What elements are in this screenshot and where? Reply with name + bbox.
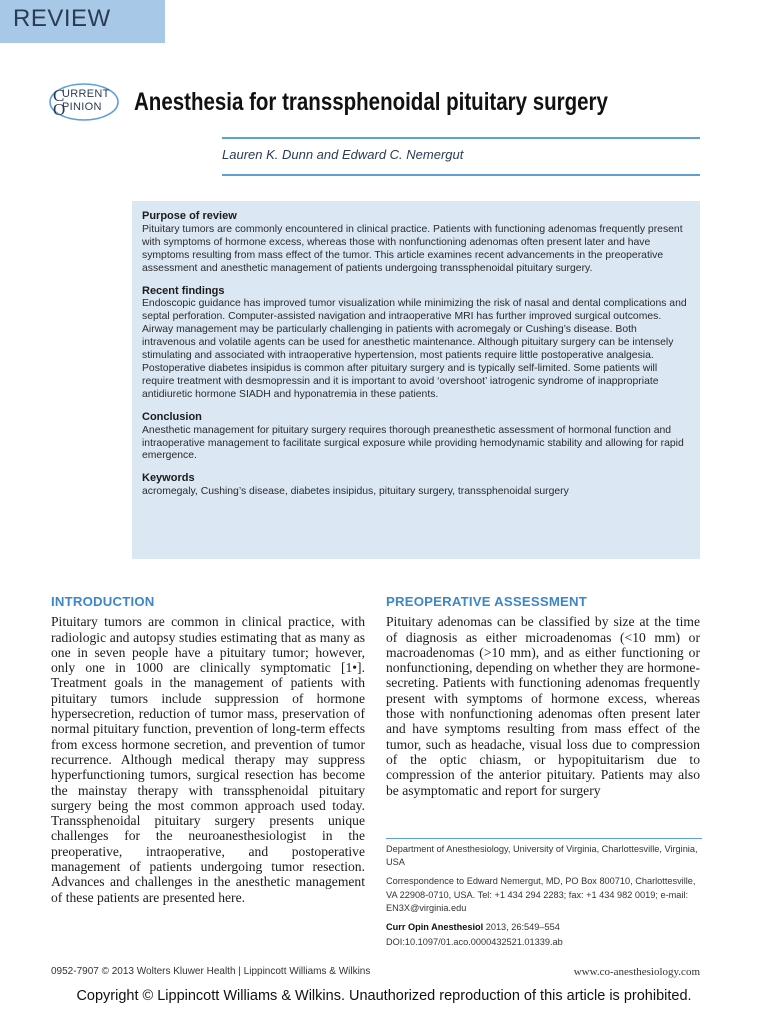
copyright-notice: Copyright © Lippincott Williams & Wilkins. Unauthorized reproduction of this article is prohibited. (76, 988, 692, 1004)
keywords-heading: Keywords (142, 472, 195, 485)
article-title: Anesthesia for transsphenoidal pituitary surgery (134, 88, 608, 116)
preoperative-text: Pituitary adenomas can be classified by size at the time of diagnosis as either microadenomas (<10 mm) or macroadenomas (>10 mm), and as either functioning or nonfunctioning, depending on whether they are hormone-secreting. Patients with functioning adenomas frequently present with symptoms of hormone excess, whereas those with nonfunctioning adenomas often present later and have symptoms resulting from mass effect of the tumor, such as headache, visual loss due to compression of the optic chiasm, or hypopituitarism due to compression of the anterior pituitary. Patients may also be asymptomatic and report for surgery (386, 614, 700, 798)
abstract-box (132, 201, 700, 559)
affiliation-correspondence: Correspondence to Edward Nemergut, MD, PO Box 800710, Charlottesville, VA 22908-0710, USA. Tel: +1 434 294 2283; fax: +1 434 982 0019; e-mail: EN3X@virginia.edu (386, 876, 696, 913)
title-rule-top (222, 137, 700, 139)
footer-issn: 0952-7907 © 2013 Wolters Kluwer Health | Lippincott Williams & Wilkins (51, 966, 371, 977)
findings-text: Endoscopic guidance has improved tumor visualization while minimizing the risk of nasal and dental complications and septal perforation. Computer-assisted navigation and intraoperative MRI has further improved surgical outcomes. Airway management may be particularly challenging in patients with acromegaly or Cushing’s disease. Both intravenous and volatile agents can be used for anesthetic maintenance. Although pituitary surgery can be intensely stimulating and associated with intraoperative hypertension, most patients require little postoperative analgesia. Postoperative diabetes insipidus is common after pituitary surgery and is typically self-limited. Some patients will require treatment with desmopressin and it is important to avoid ‘overshoot’ iatrogenic syndrome of inappropriate antidiuretic hormone SIADH and hyponatremia in these patients. (142, 298, 687, 400)
doi: DOI:10.1097/01.aco.0000432521.01339.ab (386, 937, 563, 948)
purpose-text: Pituitary tumors are commonly encountered in clinical practice. Patients with functioning adenomas frequently present with symptoms of hormone excess, whereas those with nonfunctioning adenomas often present later and have symptoms resulting from mass effect of the tumor. This article examines recent advancements in the preoperative assessment and anesthetic management of patients undergoing transsphenoidal pituitary surgery. (142, 223, 683, 274)
conclusion-heading: Conclusion (142, 410, 202, 423)
left-column (51, 594, 365, 905)
title-rule-bottom (222, 174, 700, 176)
authors: Lauren K. Dunn and Edward C. Nemergut (222, 147, 464, 162)
journal-citation (386, 921, 702, 934)
logo-line-2: PINION (62, 101, 102, 113)
affiliation-department: Department of Anesthesiology, University of Virginia, Charlottesville, Virginia, USA (386, 844, 698, 868)
conclusion-text: Anesthetic management for pituitary surgery requires thorough preanesthetic assessment of hormonal function and intraoperative management to facilitate surgical exposure while providing hemodynamic stability and allowing for rapid emergence. (142, 424, 684, 462)
journal-volume: 2013, 26:549–554 (483, 922, 560, 933)
logo-line-1: URRENT (62, 88, 110, 100)
footer-website-link[interactable]: www.co-anesthesiology.com (573, 966, 700, 978)
introduction-text: Pituitary tumors are common in clinical practice, with radiologic and autopsy studies estimating that as many as one in seven people have a pituitary tumor; however, only one in 1000 are clinically symptomatic [1•]. Treatment goals in the management of patients with pituitary tumors include suppression of hormone hypersecretion, reduction of tumor mass, preservation of normal pituitary function, prevention of long-term effects from excess hormone secretion, and prevention of tumor recurrence. Although medical therapy may suppress hyperfunctioning tumors, surgical resection has become the mainstay therapy with transsphenoidal pituitary surgery being the most common approach used today. Transsphenoidal pituitary surgery presents unique challenges for the neuroanesthesiologist in the preoperative, intraoperative, and postoperative management of patients undergoing tumor resection. Advances and challenges in the anesthetic management of these patients are presented here. (51, 614, 365, 905)
right-column (386, 594, 700, 798)
logo-initial-c: C (53, 86, 65, 105)
findings-heading: Recent findings (142, 284, 225, 297)
section-tab (0, 0, 165, 43)
journal-name: Curr Opin Anesthesiol (386, 922, 484, 933)
purpose-heading: Purpose of review (142, 210, 237, 222)
keywords-text: acromegaly, Cushing’s disease, diabetes insipidus, pituitary surgery, transsphenoidal surgery (142, 486, 569, 498)
logo-initial-o: O (53, 100, 66, 119)
affiliation-box (386, 838, 702, 955)
introduction-heading: INTRODUCTION (51, 594, 155, 609)
section-tab-label: REVIEW (13, 5, 111, 32)
preoperative-heading: PREOPERATIVE ASSESSMENT (386, 594, 587, 609)
current-opinion-logo (48, 82, 120, 122)
